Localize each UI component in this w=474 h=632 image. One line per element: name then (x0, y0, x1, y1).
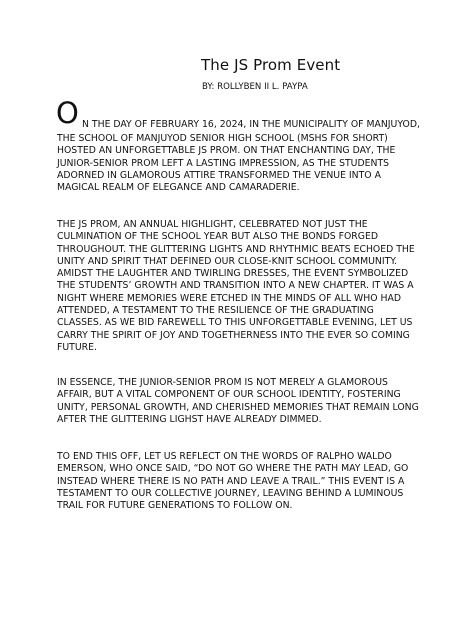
paragraph-intro: THE SCHOOL OF MANJUYOD SENIOR HIGH SCHOOL (MSHS FOR SHORT) HOSTED AN UNFORGETTABLE JS PROM. ON THAT ENCHANTING DAY, THE JUNIOR-SENIOR PROM LEFT A LASTING IMPRESSION, AS THE STUDENTS ADORNED IN GLAMOROUS ATTIRE TRANSFORMED THE VENUE INTO A MAGICAL REALM OF ELEGANCE AND CAMARADERIE. (57, 133, 396, 194)
opening-line: N THE DAY OF FEBRUARY 16, 2024, IN THE MUNICIPALITY OF MANJUYOD, (82, 119, 420, 130)
paragraph-highlight: THE JS PROM, AN ANNUAL HIGHLIGHT, CELEBRATED NOT JUST THE CULMINATION OF THE SCHOOL YEAR BUT ALSO THE BONDS FORGED THROUGHOUT. THE GLITTERING LIGHTS AND RHYTHMIC BEATS ECHOED THE UNITY AND SPIRIT THAT DEFINED OUR CLOSE-KNIT SCHOOL COMMUNITY. AMIDST THE LAUGHTER AND TWIRLING DRESSES, THE EVENT SYMBOLIZED THE STUDENTS’ GROWTH AND TRANSITION INTO A NEW CHAPTER. IT WAS A NIGHT WHERE MEMORIES WERE ETCHED IN THE MINDS OF ALL WHO HAD ATTENDED, A TESTAMENT TO THE RESILIENCE OF THE GRADUATING CLASSES. AS WE BID FAREWELL TO THIS UNFORGETTABLE EVENING, LET US CARRY THE SPIRIT OF JOY AND TOGETHERNESS INTO THE EVER SO COMING FUTURE. (57, 219, 415, 353)
paragraph-conclusion: TO END THIS OFF, LET US REFLECT ON THE WORDS OF RALPHO WALDO EMERSON, WHO ONCE SAID, “DO NOT GO WHERE THE PATH MAY LEAD, GO INSTEAD WHERE THERE IS NO PATH AND LEAVE A TRAIL.” THIS EVENT IS A TESTAMENT TO OUR COLLECTIVE JOURNEY, LEAVING BEHIND A LUMINOUS TRAIL FOR FUTURE GENERATIONS TO FOLLOW ON. (57, 451, 409, 512)
drop-cap-letter: O (56, 96, 79, 130)
page-title: The JS Prom Event (201, 56, 341, 74)
author-byline: BY: ROLLYBEN II L. PAYPA (202, 82, 308, 92)
paragraph-essence: IN ESSENCE, THE JUNIOR-SENIOR PROM IS NOT MERELY A GLAMOROUS AFFAIR, BUT A VITAL COMPONENT OF OUR SCHOOL IDENTITY, FOSTERING UNITY, PERSONAL GROWTH, AND CHERISHED MEMORIES THAT REMAIN LONG AFTER THE GLITTERING LIGHST HAVE ALREADY DIMMED. (57, 377, 419, 425)
